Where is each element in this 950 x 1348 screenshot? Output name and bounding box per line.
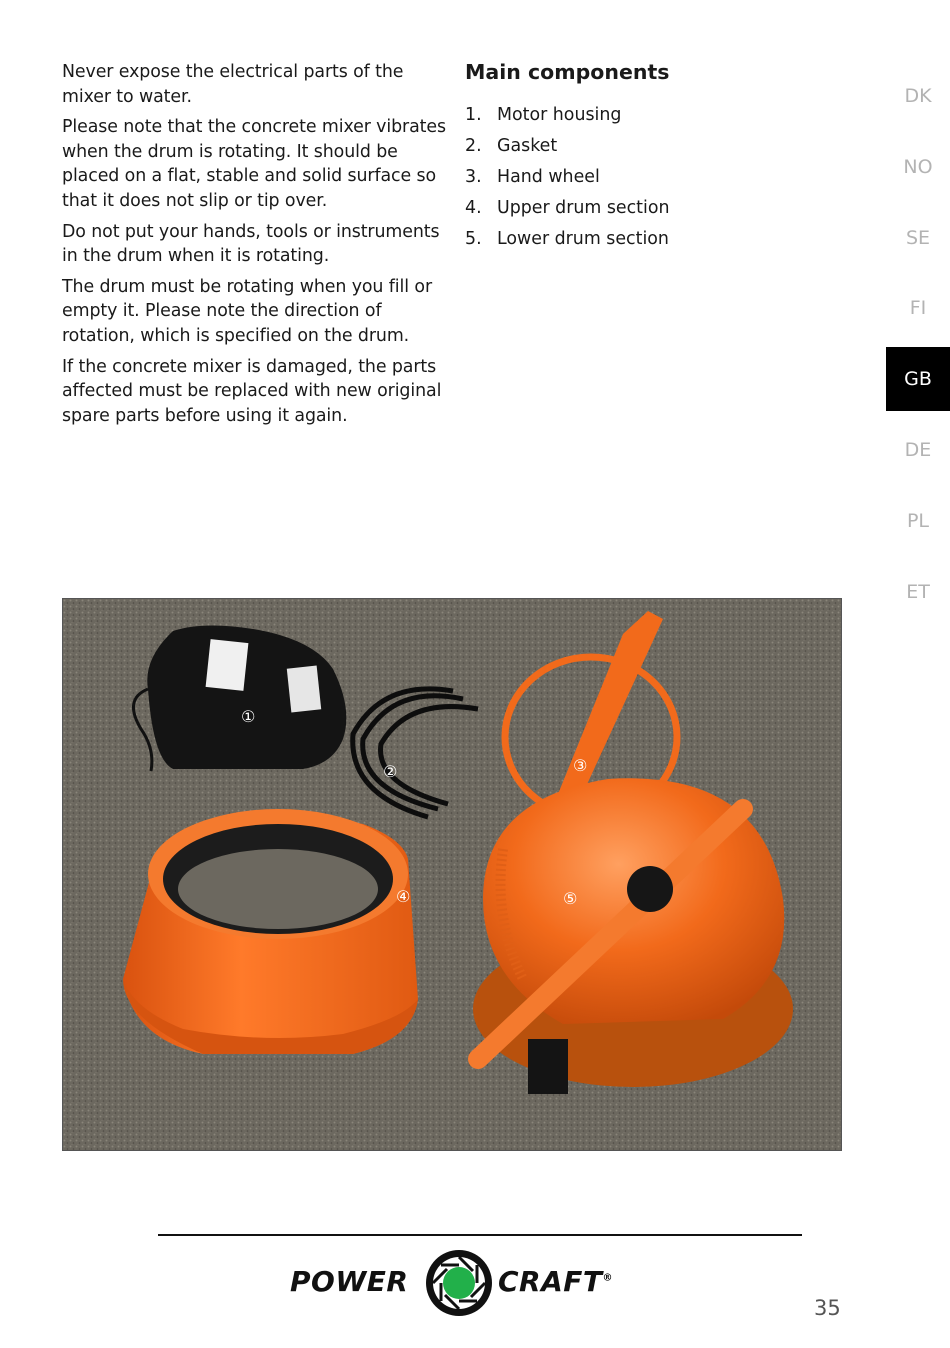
tab-dk[interactable]: DK: [904, 85, 932, 107]
tab-de[interactable]: DE: [904, 438, 932, 461]
item-number: 3.: [465, 167, 482, 187]
safety-paragraph: Never expose the electrical parts of the mixer to water.: [62, 62, 404, 107]
svg-text:⑤: ⑤: [563, 889, 578, 908]
item-label: Motor housing: [497, 105, 622, 125]
footer-divider: [158, 1234, 802, 1236]
list-item: [465, 162, 765, 193]
upper-drum-image: [123, 809, 418, 1054]
item-label: Upper drum section: [497, 198, 670, 218]
registered-mark: ®: [602, 1272, 614, 1284]
components-photo: [62, 598, 842, 1151]
page-number: 35: [814, 1296, 841, 1320]
svg-text:④: ④: [396, 887, 411, 906]
item-label: Lower drum section: [497, 229, 669, 249]
components-list: [465, 100, 765, 255]
safety-text-column: [62, 60, 447, 434]
logo-text-right: [498, 1265, 613, 1298]
power-craft-logo: [288, 1245, 620, 1321]
tab-gb[interactable]: GB: [886, 347, 950, 411]
safety-paragraph: Do not put your hands, tools or instruments in the drum when it is rotating.: [62, 221, 440, 267]
aperture-icon: [423, 1247, 495, 1319]
tab-pl[interactable]: PL: [906, 509, 930, 532]
logo-text-left: POWER: [290, 1265, 409, 1298]
item-number: 1.: [465, 105, 482, 125]
tab-no[interactable]: NO: [903, 155, 933, 178]
tab-fi[interactable]: FI: [909, 297, 927, 320]
logo-text-right-word: CRAFT: [498, 1265, 603, 1298]
item-label: Gasket: [497, 136, 558, 156]
list-item: [465, 224, 765, 255]
item-number: 5.: [465, 229, 482, 249]
safety-paragraph: The drum must be rotating when you fill or empty it. Please note the direction of rotation, which is specified on the drum.: [62, 276, 433, 346]
language-tabs: [886, 64, 950, 630]
svg-text:②: ②: [383, 762, 398, 781]
list-item: [465, 131, 765, 162]
list-item: [465, 193, 765, 224]
safety-paragraph: If the concrete mixer is damaged, the parts affected must be replaced with new original spare parts before using it again.: [62, 356, 442, 426]
section-heading: Main components: [465, 60, 670, 84]
tab-et[interactable]: ET: [906, 580, 930, 603]
components-illustration: [63, 599, 841, 1150]
svg-text:①: ①: [241, 707, 256, 726]
main-components-section: [465, 60, 765, 255]
item-number: 2.: [465, 136, 482, 156]
list-item: [465, 100, 765, 131]
lower-drum-image: [473, 778, 793, 1094]
tab-se[interactable]: SE: [905, 226, 931, 249]
safety-paragraph: Please note that the concrete mixer vibrates when the drum is rotating. It should be placed on a flat, stable and solid surface so that it does not slip or tip over.: [62, 117, 446, 211]
item-number: 4.: [465, 198, 482, 218]
item-label: Hand wheel: [497, 167, 600, 187]
svg-text:③: ③: [573, 756, 588, 775]
